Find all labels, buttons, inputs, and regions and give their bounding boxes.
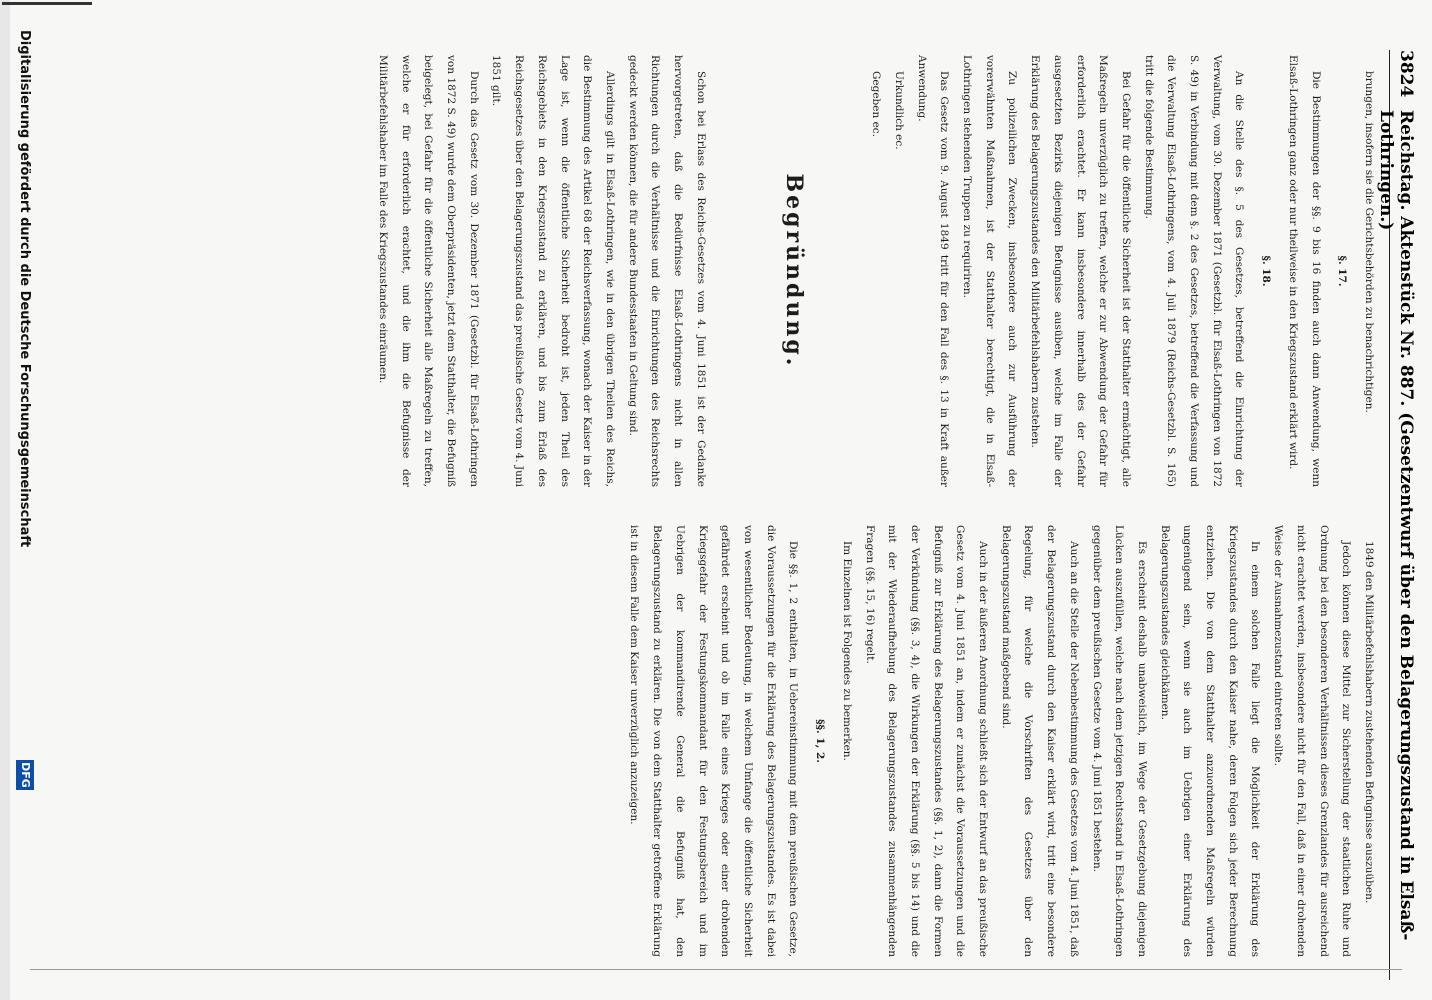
body-paragraph: 1849 den Militärbefehlshabern zustehenden Befugnisse auszuüben.: [1363, 541, 1375, 904]
body-paragraph: Das Gesetz vom 9. August 1849 tritt für den Fall des §. 13 in Kraft außer Anwendung.: [915, 55, 951, 487]
body-paragraph: Die §§. 1, 2 enthalten, in Uebereinstimmung mit dem preußischen Gesetze, die Voraussetzungen für die Erklärung des Belagerungszustandes. Es ist dabei von wesentlicher Bedeutung, in welchem Umfange die öffentliche Sicherheit gefährdet erscheint und ob im Falle eines Krieges oder einer drohenden Kriegsgefahr der Festungskommandant für den Festungsbereich und im Uebrigen der kommandirende General die Befugniß hat, den Belagerungszustand zu erklären. Die von dem Statthalter getroffene Erklärung ist in diesem Falle dem Kaiser unverzüglich anzuzeigen.: [628, 525, 800, 957]
body-paragraph: Es erscheint deshalb unabweislich, im Wege der Gesetzgebung diejenigen Lücken auszufüllen, welche nach dem jetzigen Rechtsstand in Elsaß-Lothringen gegenüber dem preußischen Gesetze vom 4. Juni 1851 bestehen.: [1090, 525, 1148, 957]
body-paragraph: An die Stelle des §. 5 des Gesetzes, betreffend die Einrichtung der Verwaltung, vom 30. Dezember 1871 (Gesetzbl. für Elsaß-Lothringen von 1872 S. 49) in Verbindung mit dem §. 2 des Gesetzes, betreffend die Verfassung und die Verwaltung Elsaß-Lothringens, vom 4. Juli 1879 (Reichs-Gesetzbl. S. 165) tritt die folgende Bestimmung.: [1142, 55, 1246, 487]
body-paragraph: Auch in der äußeren Anordnung schließt sich der Entwurf an das preußische Gesetz vom 4. Juni 1851 an, indem er zunächst die Voraussetzungen und die Befugniß zur Erklärung des Belagerungszustandes (§§. 1, 2), dann die Formen der Verkündung (§§. 3, 4), die Wirkungen der Erklärung (§§. 5 bis 14) und die mit der Wiederaufhebung des Belagerungszustandes zusammenhängenden Fragen (§§. 15, 16) regelt.: [863, 525, 990, 957]
body-paragraph: Bei Gefahr für die öffentliche Sicherheit ist der Statthalter ermächtigt, alle Maßregeln unverzüglich zu treffen, welche er zur Abwendung der Gefahr für erforderlich erachtet. Er kann insbesondere innerhalb des der Gefahr ausgesetzten Bezirks diejenigen Befugnisse ausüben, welche im Falle der Erklärung des Belagerungszustandes den Militärbefehlshabern zustehen.: [1029, 55, 1132, 487]
body-paragraph: Durch das Gesetz vom 30. Dezember 1871 (Gesetzbl. für Elsaß-Lothringen von 1872 S. 49) wurde dem Oberpräsidenten, jetzt dem Statthalter, die Befugniß beigelegt, bei Gefahr für die öffentliche Sicherheit alle Maßregeln zu treffen, welche er für erforderlich erachtet, und die ihm die Befugnisse der Militärbefehlshaber im Falle des Kriegszustandes einräumen.: [376, 55, 480, 487]
header-title: Reichstag. Aktenstück Nr. 887. (Gesetzentwurf über den Belagerungszustand in Elsaß-Lothringen.): [1376, 110, 1416, 941]
body-paragraph: Zu polizeilichen Zwecken, insbesondere auch zur Ausführung der vorerwähnten Maßnahmen, ist der Statthalter berechtigt, die in Elsaß-Lothringen stehenden Truppen zu requiriren.: [961, 55, 1019, 487]
body-paragraph: Die Bestimmungen der §§. 9 bis 16 finden auch dann Anwendung, wenn Elsaß-Lothringen ganz oder nur theilweise in den Kriegszustand erklärt wird.: [1286, 55, 1322, 487]
digitization-credit: [11, 0, 37, 1000]
body-paragraph: brungen, insofern sie die Gerichtsbehörden zu benachrichtigen.: [1363, 71, 1375, 413]
body-paragraph: In einem solchen Falle liegt die Möglichkeit der Erklärung des Kriegszustandes durch den Kaiser nahe, deren Folgen sich jeder Berechnung entziehen. Die von dem Statthalter anzuordnenden Maßregeln würden ungenügend sein, wenn sie auch im Uebrigen einer Erklärung des Belagerungszustandes gleichkämen.: [1158, 525, 1262, 957]
page-edge-rule: [30, 969, 1402, 970]
running-header: [1376, 50, 1418, 980]
section-heading: §. 18.: [1260, 255, 1273, 287]
document-heading: Begründung.: [780, 173, 807, 369]
digitization-credit-text: Digitalisierung gefördert durch die Deutsche Forschungsgemeinschaft: [17, 30, 32, 548]
signature-line: Gegeben ec.: [870, 71, 883, 138]
signature-line: Urkundlich ec.: [892, 71, 905, 150]
body-paragraph: Im Einzelnen ist Folgendes zu bemerken.: [840, 541, 853, 761]
left-text-column: [80, 55, 1380, 487]
section-heading: §. 17.: [1336, 255, 1349, 287]
page-number: 3824: [1396, 50, 1416, 98]
body-paragraph: Jedoch können diese Mittel zur Sicherstellung der staatlichen Ruhe und Ordnung bei den besonderen Verhältnissen dieses Grenzlandes für ausreichend nicht erachtet werden, insbesondere nicht für den Fall, daß in einer drohenden Weise der Ausnahmezustand eintreten sollte.: [1272, 525, 1353, 957]
body-paragraph: Auch an die Stelle der Nebenbestimmung des Gesetzes vom 4. Juni 1851, daß der Belagerungszustand durch den Kaiser erklärt wird, tritt eine besondere Regelung, für welche die Vorschriften des Gesetzes über den Belagerungszustand maßgebend sind.: [999, 525, 1080, 957]
section-heading: §§. 1, 2.: [814, 719, 827, 763]
right-text-column: [80, 525, 1380, 957]
body-paragraph: Allerdings gilt in Elsaß-Lothringen, wie in den übrigen Theilen des Reichs, die Bestimmung des Artikel 68 der Reichsverfassung, wonach der Kaiser in der Lage ist, wenn die öffentliche Sicherheit bedroht ist, jeden Theil des Reichsgebiets in den Kriegszustand zu erklären, und bis zum Erlaß des Reichsgesetzes über den Belagerungszustand das preußische Gesetz vom 4. Juni 1851 gilt.: [490, 55, 617, 487]
body-paragraph: Schon bei Erlass des Reichs-Gesetzes vom 4. Juni 1851 ist der Gedanke hervorgetreten, daß die Bedürfnisse Elsaß-Lothringens nicht in allen Richtungen durch die Verhältnisse und die Einrichtungen des Reichsrechts gedeckt werden können, die für andere Bundesstaaten in Geltung sind.: [626, 55, 707, 487]
dfg-logo: DFG: [16, 760, 34, 790]
